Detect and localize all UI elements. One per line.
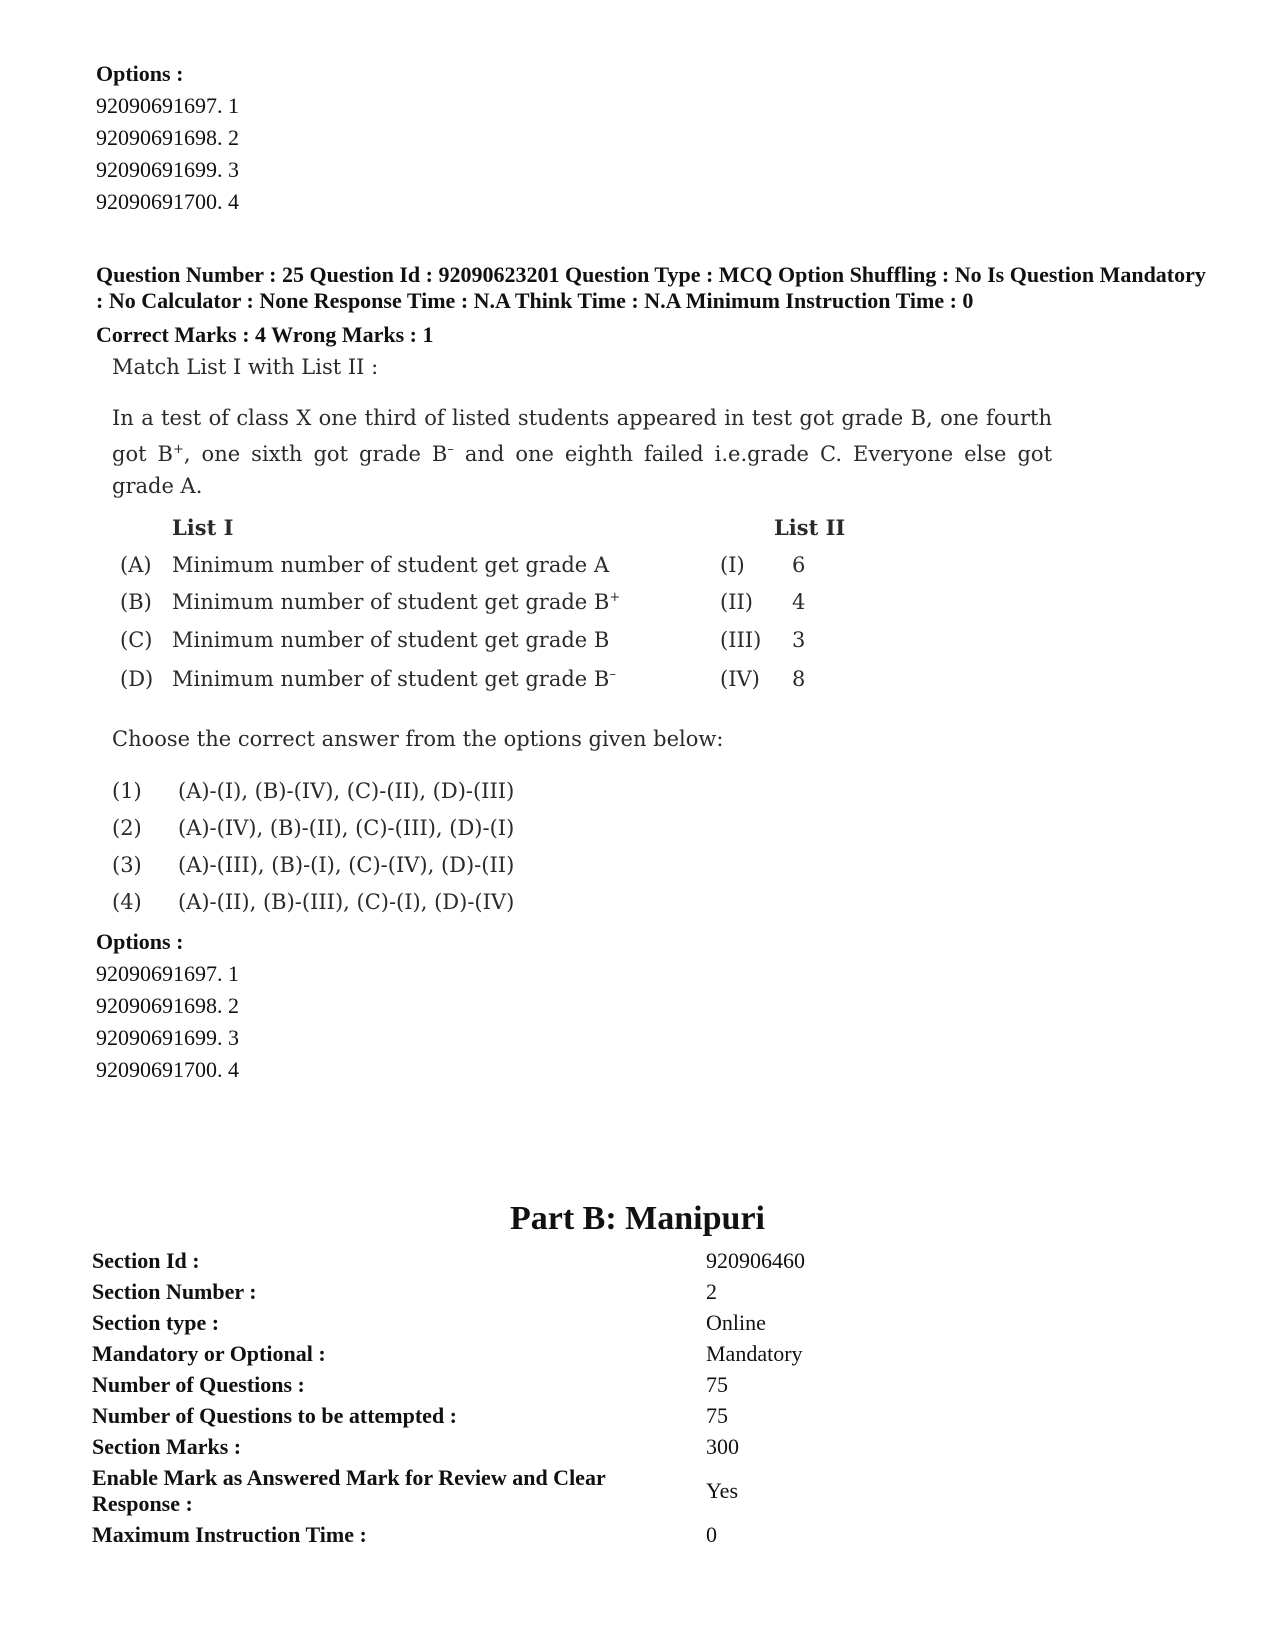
choice-number: (4) <box>112 890 142 914</box>
match-val: 4 <box>792 590 806 614</box>
options-top <box>96 58 239 218</box>
match-row <box>112 553 1062 589</box>
option-line: 92090691700. 4 <box>96 189 239 214</box>
section-value: 75 <box>706 1403 728 1428</box>
match-text <box>172 628 609 652</box>
question-sup-2: – <box>447 442 454 457</box>
choice-text: (A)-(III), (B)-(I), (C)-(IV), (D)-(II) <box>178 853 515 877</box>
choice-number: (2) <box>112 816 142 840</box>
section-value: 2 <box>706 1279 717 1304</box>
choice-text: (A)-(I), (B)-(IV), (C)-(II), (D)-(III) <box>178 779 515 803</box>
match-label: (B) <box>120 590 152 614</box>
match-label: (D) <box>120 667 154 691</box>
question-paragraph <box>112 402 1052 502</box>
match-text <box>172 667 616 691</box>
question-meta: Question Number : 25 Question Id : 92090623201 Question Type : MCQ Option Shuffling : No Is Question Mandatory : No Calculator : None Response Time : N.A Think Time : N.A Minimum Instruction Time : 0 <box>96 262 1206 313</box>
section-label: Enable Mark as Answered Mark for Review and Clear Response : <box>92 1465 606 1516</box>
match-text <box>172 553 609 577</box>
section-value: Yes <box>706 1478 739 1503</box>
list1-header: List I <box>172 515 234 540</box>
section-value: 0 <box>706 1522 717 1547</box>
question-marks: Correct Marks : 4 Wrong Marks : 1 <box>96 322 434 347</box>
match-text <box>172 590 620 614</box>
option-line: 92090691698. 2 <box>96 125 239 150</box>
match-num: (II) <box>720 590 753 614</box>
section-value: Mandatory <box>706 1341 803 1366</box>
match-text-body: Minimum number of student get grade A <box>172 553 610 577</box>
question-intro: Match List I with List II : <box>112 355 379 379</box>
options-heading: Options : <box>96 929 184 954</box>
match-num: (I) <box>720 553 745 577</box>
choose-instruction: Choose the correct answer from the options given below: <box>112 727 724 751</box>
choice-number: (1) <box>112 779 142 803</box>
match-text-body: Minimum number of student get grade B <box>172 628 610 652</box>
options-heading: Options : <box>96 61 184 86</box>
option-line: 92090691697. 1 <box>96 961 239 986</box>
match-label: (A) <box>120 553 152 577</box>
section-label: Mandatory or Optional : <box>92 1341 326 1366</box>
match-row <box>112 590 1062 626</box>
option-line: 92090691700. 4 <box>96 1057 239 1082</box>
match-sup: + <box>609 590 621 605</box>
section-label: Section Number : <box>92 1279 257 1304</box>
match-row <box>112 667 1062 703</box>
option-line: 92090691699. 3 <box>96 157 239 182</box>
options-bottom <box>96 926 239 1086</box>
match-num: (III) <box>720 628 762 652</box>
match-val: 6 <box>792 553 806 577</box>
match-row <box>112 628 1062 664</box>
question-para-1: In a test of class X one third of listed students appeared in test got grade B, one fourth got B <box>112 406 1052 466</box>
option-line: 92090691698. 2 <box>96 993 239 1018</box>
question-sup-1: + <box>172 442 184 457</box>
section-label: Maximum Instruction Time : <box>92 1522 367 1547</box>
match-text-body: Minimum number of student get grade B <box>172 590 610 614</box>
section-label: Section type : <box>92 1310 220 1335</box>
question-para-3: and one eighth failed i.e.grade C. Everyone else got grade A. <box>112 442 1053 498</box>
match-label: (C) <box>120 628 153 652</box>
question-para-2: , one sixth got grade B <box>183 442 448 466</box>
section-row <box>92 1465 1192 1517</box>
choice-text: (A)-(II), (B)-(III), (C)-(I), (D)-(IV) <box>178 890 515 914</box>
section-label: Section Marks : <box>92 1434 242 1459</box>
match-val: 3 <box>792 628 806 652</box>
option-line: 92090691697. 1 <box>96 93 239 118</box>
list2-header: List II <box>774 515 846 540</box>
section-label: Number of Questions to be attempted : <box>92 1403 458 1428</box>
section-title: Part B: Manipuri <box>510 1200 765 1237</box>
section-value: 920906460 <box>706 1248 805 1273</box>
match-sup: – <box>609 667 616 682</box>
choice-number: (3) <box>112 853 142 877</box>
option-line: 92090691699. 3 <box>96 1025 239 1050</box>
match-num: (IV) <box>720 667 760 691</box>
section-value: 300 <box>706 1434 739 1459</box>
section-label: Number of Questions : <box>92 1372 305 1397</box>
match-text-body: Minimum number of student get grade B <box>172 667 610 691</box>
choice-text: (A)-(IV), (B)-(II), (C)-(III), (D)-(I) <box>178 816 515 840</box>
section-label: Section Id : <box>92 1248 200 1273</box>
match-val: 8 <box>792 667 806 691</box>
section-value: Online <box>706 1310 766 1335</box>
section-value: 75 <box>706 1372 728 1397</box>
